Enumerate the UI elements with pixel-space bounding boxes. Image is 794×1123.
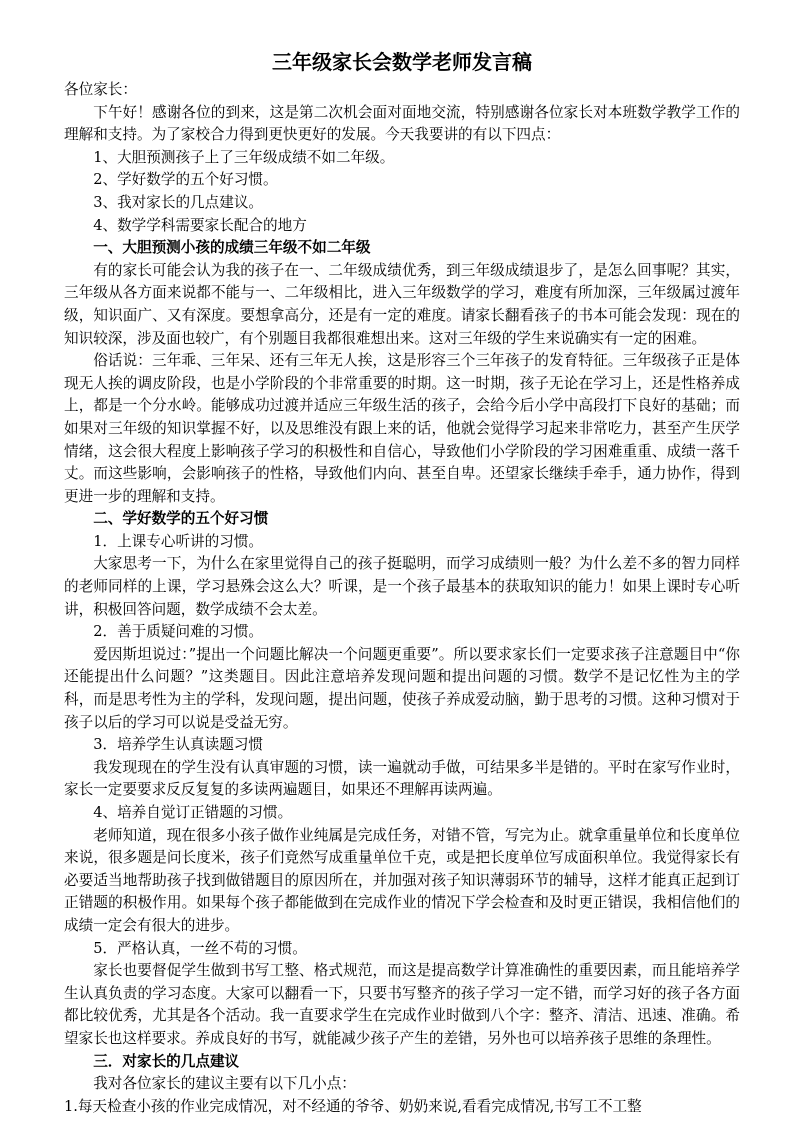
section1-paragraph-1: 有的家长可能会认为我的孩子在一、二年级成绩优秀，到三年级成绩退步了，是怎么回事呢？其实，三年级从各方面来说都不能与一、二年级相比，进入三年级数学的学习，难度有所加深，三年级属过渡年级，知识面广、又有深度。要想拿高分，还是有一定的难度。请家长翻看孩子的书本可能会发现：现在的知识较深，涉及面也较广，有个别题目我都很难想出来。这对三年级的学生来说确实有一定的困难。 xyxy=(64,261,740,347)
habit5-text: 家长也要督促学生做到书写工整、格式规范，而这是提高数学计算准确性的重要因素，而且能培养学生认真负责的学习态度。大家可以翻看一下，只要书写整齐的孩子学习一定不错，而学习好的孩子各方面都比较优秀，尤其是各个活动。我一直要求学生在完成作业时做到八个字：整齐、清洁、迅速、准确。希望家长也这样要求。养成良好的书写，就能减少孩子产生的差错，另外也可以培养孩子思维的条理性。 xyxy=(64,962,740,1047)
outline-item-4: 4、数学学科需要家长配合的地方 xyxy=(93,216,307,234)
section3-heading: 三．对家长的几点建议 xyxy=(93,1052,240,1070)
habit3-title: 3．培养学生认真读题习惯 xyxy=(93,736,264,754)
section3-item-1: 1.每天检查小孩的作业完成情况，对不经通的爷爷、奶奶来说,看看完成情况,书写工不工整 xyxy=(64,1097,642,1115)
section3-intro: 我对各位家长的建议主要有以下几小点： xyxy=(93,1075,356,1093)
document-title: 三年级家长会数学老师发言稿 xyxy=(272,50,532,74)
section1-paragraph-2: 俗话说：三年乖、三年呆、还有三年无人挨，这是形容三个三年孩子的发育特征。三年级孩子正是体现无人挨的调皮阶段，也是小学阶段的个非常重要的时期。这一时期，孩子无论在学习上，还是性格养成上，都是一个分水岭。能够成功过渡并适应三年级生活的孩子，会给今后小学中高段打下良好的基础；而如果对三年级的知识掌握不好，以及思维没有跟上来的话，他就会觉得学习起来非常吃力，甚至产生厌学情绪，这会很大程度上影响孩子学习的积极性和自信心，导致他们小学阶段的学习困难重重、成绩一落千丈。而这些影响，会影响孩子的性格，导致他们内向、甚至自卑。还望家长继续手牵手，通力协作，得到更进一步的理解和支持。 xyxy=(64,352,740,505)
habit2-title: 2．善于质疑问难的习惯。 xyxy=(93,623,264,641)
outline-item-3: 3、我对家长的几点建议。 xyxy=(93,193,264,211)
habit1-text: 大家思考一下，为什么在家里觉得自己的孩子挺聪明，而学习成绩则一般？为什么差不多的智力同样的老师同样的上课，学习悬殊会这么大？听课，是一个孩子最基本的获取知识的能力！如果上课时专心听讲，积极回答问题，数学成绩不会太差。 xyxy=(64,555,740,618)
habit2-text: 爱因斯坦说过：”提出一个问题比解决一个问题更重要”。所以要求家长们一定要求孩子注意题目中“你还能提出什么问题？”这类题目。因此注意培养发现问题和提出问题的习惯。数学不是记忆性为主的学科，而是思考性为主的学科，发现问题，提出问题，使孩子养成爱动脑，勤于思考的习惯。这种习惯对于孩子以后的学习可以说是受益无穷。 xyxy=(64,645,740,731)
habit3-text: 我发现现在的学生没有认真审题的习惯，读一遍就动手做，可结果多半是错的。平时在家写作业时，家长一定要要求反反复复的多读两遍题目，如果还不理解再读两遍。 xyxy=(64,758,740,799)
habit4-title: 4、培养自觉订正错题的习惯。 xyxy=(93,804,293,821)
section1-heading: 一、大胆预测小孩的成绩三年级不如二年级 xyxy=(93,239,371,257)
document-page xyxy=(64,48,740,1118)
outline-item-1: 1、大胆预测孩子上了三年级成绩不如二年级。 xyxy=(93,148,395,166)
habit1-title: 1．上课专心听讲的习惯。 xyxy=(93,532,264,550)
habit5-title: 5．严格认真，一丝不苟的习惯。 xyxy=(93,939,307,957)
section2-heading: 二、学好数学的五个好习惯 xyxy=(93,510,269,528)
outline-item-2: 2、学好数学的五个好习惯。 xyxy=(93,171,278,189)
salutation: 各位家长： xyxy=(64,81,137,98)
intro-paragraph: 下午好！感谢各位的到来，这是第二次机会面对面地交流，特别感谢各位家长对本班数学教学工作的理解和支持。为了家校合力得到更快更好的发展。今天我要讲的有以下四点： xyxy=(64,103,740,144)
habit4-text: 老师知道，现在很多小孩子做作业纯属是完成任务，对错不管，写完为止。就拿重量单位和长度单位来说，很多题是问长度米，孩子们竟然写成重量单位千克，或是把长度单位写成面积单位。我觉得家长有必要适当地帮助孩子找到做错题目的原因所在，并加强对孩子知识薄弱环节的辅导，这样才能真正起到订正错题的积极作用。如果每个孩子都能做到在完成作业的情况下学会检查和及时更正错误，我相信他们的成绩一定会有很大的进步。 xyxy=(64,826,740,934)
